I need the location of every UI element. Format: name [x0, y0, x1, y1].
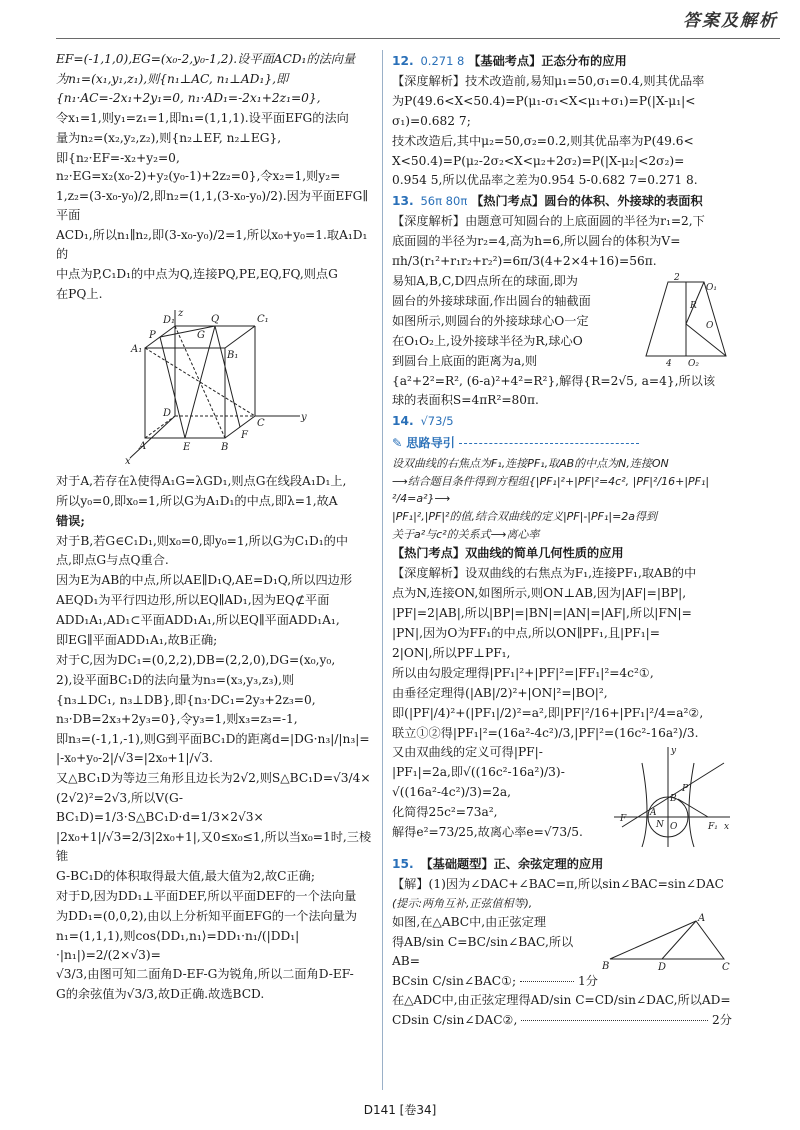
hyperbola-diagram — [612, 743, 732, 853]
cube-figure — [56, 308, 374, 468]
left-line-31: √3/3,由图可知二面角D-EF-G为锐角,所以二面角D-EF- — [56, 967, 354, 982]
left-line-24: 又△BC₁D为等边三角形且边长为2√2,则S△BC₁D=√3/4× — [56, 771, 371, 786]
q14-line-2: 点为N,连接ON,如图所示,则ON⊥AB,因为|AF|=|BP|, — [392, 586, 687, 601]
hyper-label-a: A — [650, 808, 657, 819]
q15-number: 15. — [392, 857, 414, 872]
q14-thinking-4: 关于a²与c²的关系式⟶离心率 — [392, 528, 540, 542]
q12-line-6: 0.954 5,所以优品率之差为0.954 5-0.682 7=0.271 8. — [392, 173, 698, 188]
left-line-2: 为n₁=(x₁,y₁,z₁),则{n₁⊥AC, n₁⊥AD₁},即{n₁·AC=-2x₁+2y₁=0, n₁·AD₁=-2x₁+2z₁=0}, — [56, 71, 321, 105]
q14-hyperbola-block — [392, 743, 732, 853]
left-line-28: 对于D,因为DD₁⊥平面DEF,所以平面DEF的一个法向量 — [56, 888, 357, 903]
q12-line-4: 技术改造后,其中μ₂=50,σ₂=0.2,则其优品率为P(49.6< — [392, 133, 694, 148]
q14-tag: 【热门考点】双曲线的简单几何性质的应用 — [392, 546, 624, 561]
left-line-23: |-x₀+y₀-2|/√3=|2x₀+1|/√3. — [56, 751, 213, 766]
tri-label-c: C — [722, 962, 730, 972]
q14-line-1: 【深度解析】设双曲线的右焦点为F₁,连接PF₁,取AB的中 — [392, 566, 697, 581]
q13-line-7: 在O₁O₂上,设外接球半径为R,球心O — [392, 333, 583, 348]
q13-header — [392, 192, 732, 211]
q13-line-2: 底面圆的半径为r₂=4,高为h=6,所以圆台的体积为V= — [392, 234, 681, 249]
hyper-label-b: B — [670, 794, 677, 805]
cube-diagram — [115, 308, 315, 468]
cube-label-b1: B₁ — [227, 349, 239, 361]
tri-label-a: A — [698, 913, 706, 925]
q15-score-row-2 — [392, 1011, 732, 1030]
q13-line-9: {a²+2²=R², (6-a)²+4²=R²},解得{R=2√5, a=4},所以该 — [392, 373, 716, 388]
left-line-18: 即EG∥平面ADD₁A₁,故B正确; — [56, 633, 218, 648]
q14-thinking-3: |PF₁|²,|PF|²的值,结合双曲线的定义|PF|-|PF₁|=2a得到 — [392, 510, 658, 524]
q15-tag: 【基础题型】正、余弦定理的应用 — [420, 857, 604, 872]
left-column — [56, 50, 374, 1090]
q14-number: 14. — [392, 414, 414, 429]
q13-line-6: 如图所示,则圆台的外接球球心O一定 — [392, 313, 589, 328]
q15-triangle-block — [392, 913, 732, 991]
left-line-16: AEQD₁为平行四边形,所以EQ∥AD₁,因为EQ⊄平面 — [56, 593, 330, 608]
left-line-4: 量为n₂=(x₂,y₂,z₂),则{n₂⊥EF, n₂⊥EG}, — [56, 130, 282, 145]
page-number: D141 [卷34] — [363, 1103, 437, 1118]
frustum-label-o2: O₂ — [688, 358, 699, 368]
hyper-label-f: F — [620, 814, 627, 825]
hyper-label-x: x — [724, 822, 730, 833]
left-line-13: 对于B,若G∈C₁D₁,则x₀=0,即y₀=1,所以G为C₁D₁的中 — [56, 533, 349, 548]
left-line-12: 错误; — [56, 513, 85, 528]
q15-line-6: 在△ADC中,由正弦定理得AD/sin C=CD/sin∠DAC,所以AD= — [392, 992, 731, 1007]
q14-line-12: √((16a²-4c²)/3)=2a, — [392, 785, 511, 800]
q12-number: 12. — [392, 54, 414, 68]
frustum-label-r: R — [690, 300, 697, 311]
score-dots — [521, 1020, 708, 1021]
q15-score-1: 1分 — [578, 974, 598, 988]
header-title: 答案及解析 — [683, 11, 778, 31]
q13-line-10: 球的表面积S=4πR²=80π. — [392, 393, 539, 408]
frustum-diagram — [640, 272, 732, 368]
q14-thinking-2: ⟶结合题目条件得到方程组{|PF₁|²+|PF|²=4c², |PF|²/16+|PF₁|²/4=a²}⟶ — [392, 475, 710, 506]
q12-line-2: 为P(49.6<X<50.4)=P(μ₁-σ₁<X<μ₁+σ₁)=P(|X-μ₁|< — [392, 93, 696, 108]
column-divider — [382, 50, 383, 1090]
left-line-30: n₁=(1,1,1),则cos⟨DD₁,n₁⟩=DD₁·n₁/(|DD₁|·|n₁|)=2/(2×√3)= — [56, 928, 300, 962]
q12-line-1: 【深度解析】技术改造前,易知μ₁=50,σ₁=0.4,则其优品率 — [392, 73, 705, 88]
left-line-3: 令x₁=1,则y₁=z₁=1,即n₁=(1,1,1).设平面EFG的法向 — [56, 110, 349, 125]
left-line-10: 对于A,若存在λ使得A₁G=λGD₁,则点G在线段A₁D₁上, — [56, 473, 347, 488]
q15-line-4: 得AB/sin C=BC/sin∠BAC,所以AB= — [392, 935, 574, 969]
left-line-29: 为DD₁=(0,0,2),由以上分析知平面EFG的一个法向量为 — [56, 908, 358, 923]
q14-line-8: 即(|PF|/4)²+(|PF₁|/2)²=a²,即|PF|²/16+|PF₁|²/4=a²②, — [392, 705, 704, 720]
q13-line-3: πh/3(r₁²+r₁r₂+r₂²)=6π/3(4+2×4+16)=56π. — [392, 254, 657, 269]
q13-line-8: 到圆台上底面的距离为a,则 — [392, 353, 538, 368]
left-line-20: 2),设平面BC₁D的法向量为n₃=(x₃,y₃,z₃),则 — [56, 672, 295, 687]
q14-line-7: 由垂径定理得(|AB|/2)²+|ON|²=|BO|², — [392, 685, 608, 700]
left-line-14: 点,即点G与点Q重合. — [56, 553, 169, 568]
cube-label-a: A — [139, 440, 147, 452]
cube-label-d1: D₁ — [163, 314, 176, 326]
left-line-8: 中点为P,C₁D₁的中点为Q,连接PQ,PE,EQ,FQ,则点G — [56, 266, 338, 281]
q13-number: 13. — [392, 194, 414, 209]
left-line-5: 即{n₂·EF=-x₂+y₂=0, n₂·EG=x₂(x₀-2)+y₂(y₀-1)+2z₂=0},令x₂=1,则y₂= — [56, 150, 341, 184]
q15-score-2: 2分 — [712, 1012, 732, 1027]
q12-tag: 【基础考点】正态分布的应用 — [468, 54, 627, 68]
left-line-22: 即n₃=(-1,1,-1),则G到平面BC₁D的距离d=|DG·n₃|/|n₃|= — [56, 731, 370, 746]
q14-line-14: 解得e²=73/25,故离心率e=√73/5. — [392, 825, 583, 840]
q14-line-9: 联立①②得|PF₁|²=(16a²-4c²)/3,|PF|²=(16c²-16a²)/3. — [392, 725, 699, 740]
q15-line-5: BCsin C/sin∠BAC①; — [392, 974, 517, 988]
hyper-label-p: P — [682, 784, 689, 795]
q13-line-5: 圆台的外接球球面,作出圆台的轴截面 — [392, 293, 591, 308]
cube-label-c: C — [257, 417, 265, 429]
q14-line-10: 又由双曲线的定义可得|PF|- — [392, 745, 543, 760]
tri-label-d: D — [658, 962, 667, 972]
hyper-label-y: y — [671, 746, 677, 757]
cube-label-c1: C₁ — [257, 313, 269, 325]
q14-header — [392, 412, 732, 431]
left-line-21: {n₃⊥DC₁, n₃⊥DB},即{n₃·DC₁=2y₃+2z₃=0, n₃·DB=2x₃+2y₃=0},令y₃=1,则x₃=z₃=-1, — [56, 692, 316, 726]
q15-line-1: 【解】(1)因为∠DAC+∠BAC=π,所以sin∠BAC=sin∠DAC — [392, 877, 724, 892]
q14-line-3: |PF|=2|AB|,所以|BP|=|BN|=|AN|=|AF|,所以|FN|= — [392, 606, 692, 621]
score-dots — [520, 981, 574, 982]
frustum-label-o: O — [706, 320, 714, 331]
q14-thinking-header — [392, 434, 732, 453]
left-line-11: 所以y₀=0,即x₀=1,所以G为A₁D₁的中点,即λ=1,故A — [56, 493, 338, 508]
q12-answer: 0.271 8 — [420, 54, 465, 68]
left-line-15: 因为E为AB的中点,所以AE∥D₁Q,AE=D₁Q,所以四边形 — [56, 573, 353, 588]
q14-line-13: 化简得25c²=73a², — [392, 805, 498, 820]
left-line-6: 1,z₂=(3-x₀-y₀)/2,即n₂=(1,1,(3-x₀-y₀)/2).因为平面EFG∥平面 — [56, 189, 369, 223]
q15-line-3: 如图,在△ABC中,由正弦定理 — [392, 915, 547, 930]
q14-thinking-title: 思路导引 — [406, 436, 455, 451]
q15-score-row-1 — [392, 972, 598, 991]
hyper-label-o: O — [670, 822, 678, 833]
q14-answer: √73/5 — [420, 414, 454, 429]
left-line-25: (2√2)²=2√3,所以V(G-BC₁D)=1/3·S△BC₁D·d=1/3×2√3× — [56, 791, 264, 825]
q14-line-5: 2|ON|,所以PF⊥PF₁, — [392, 645, 511, 660]
left-line-26: |2x₀+1|/√3=2/3|2x₀+1|,又0≤x₀≤1,所以当x₀=1时,三棱锥 — [56, 830, 372, 863]
frustum-label-o1: O₁ — [706, 282, 717, 293]
cube-label-f: F — [241, 429, 248, 441]
q13-answer: 56π 80π — [420, 194, 468, 209]
left-line-19: 对于C,因为DC₁=(0,2,2),DB=(2,2,0),DG=(x₀,y₀, — [56, 652, 336, 667]
q13-line-1: 【深度解析】由题意可知圆台的上底面圆的半径为r₁=2,下 — [392, 214, 705, 229]
hyper-label-n: N — [656, 820, 664, 831]
left-line-9: 在PQ上. — [56, 286, 103, 301]
q15-line-7: CDsin C/sin∠DAC②, — [392, 1012, 518, 1027]
frustum-label-4: 4 — [666, 358, 672, 368]
q14-line-11: |PF₁|=2a,即√((16c²-16a²)/3)- — [392, 765, 565, 780]
cube-label-a1: A₁ — [131, 343, 143, 355]
cube-label-q: Q — [211, 313, 220, 325]
q15-header — [392, 855, 732, 874]
thinking-rule — [459, 443, 639, 444]
cube-label-z: z — [178, 307, 184, 319]
left-line-7: ACD₁,所以n₁∥n₂,即(3-x₀-y₀)/2=1,所以x₀+y₀=1.取A₁D₁的 — [56, 228, 368, 262]
cube-label-d: D — [163, 407, 172, 419]
cube-label-x: x — [125, 455, 131, 467]
q12-header — [392, 52, 732, 71]
q13-frustum-block — [392, 272, 732, 372]
cube-label-b: B — [221, 441, 229, 453]
q14-thinking-1: 设双曲线的右焦点为F₁,连接PF₁,取AB的中点为N,连接ON — [392, 457, 669, 471]
frustum-label-2: 2 — [674, 272, 680, 283]
q14-line-4: |PN|,因为O为FF₁的中点,所以ON∥PF₁,且|PF₁|= — [392, 625, 660, 640]
tri-label-b: B — [602, 961, 610, 972]
header-rule — [56, 38, 780, 39]
cube-label-g: G — [197, 329, 205, 341]
q12-line-5: X<50.4)=P(μ₂-2σ₂<X<μ₂+2σ₂)=P(|X-μ₂|<2σ₂)= — [392, 153, 685, 168]
left-line-32: G的余弦值为√3/3,故D正确.故选BCD. — [56, 987, 265, 1002]
cube-label-y: y — [301, 411, 307, 423]
left-line-27: G-BC₁D的体积取得最大值,最大值为2,故C正确; — [56, 868, 315, 883]
pencil-icon: ✎ — [392, 436, 403, 451]
cube-label-p: P — [149, 329, 156, 341]
right-column — [392, 50, 732, 1090]
q12-line-3: σ₁)=0.682 7; — [392, 113, 471, 128]
triangle-diagram — [602, 913, 732, 971]
cube-label-e: E — [183, 441, 191, 453]
q13-line-4: 易知A,B,C,D四点所在的球面,即为 — [392, 273, 578, 288]
q13-tag: 【热门考点】圆台的体积、外接球的表面积 — [471, 194, 703, 209]
q15-line-2: (提示:两角互补,正弦值相等), — [392, 897, 533, 911]
left-line-1: EF=(-1,1,0),EG=(x₀-2,y₀-1,2).设平面ACD₁的法向量 — [56, 52, 356, 66]
q14-line-6: 所以由勾股定理得|PF₁|²+|PF|²=|FF₁|²=4c²①, — [392, 665, 654, 680]
hyper-label-f1: F₁ — [708, 822, 718, 833]
left-line-17: ADD₁A₁,AD₁⊂平面ADD₁A₁,所以EQ∥平面ADD₁A₁, — [56, 613, 340, 628]
